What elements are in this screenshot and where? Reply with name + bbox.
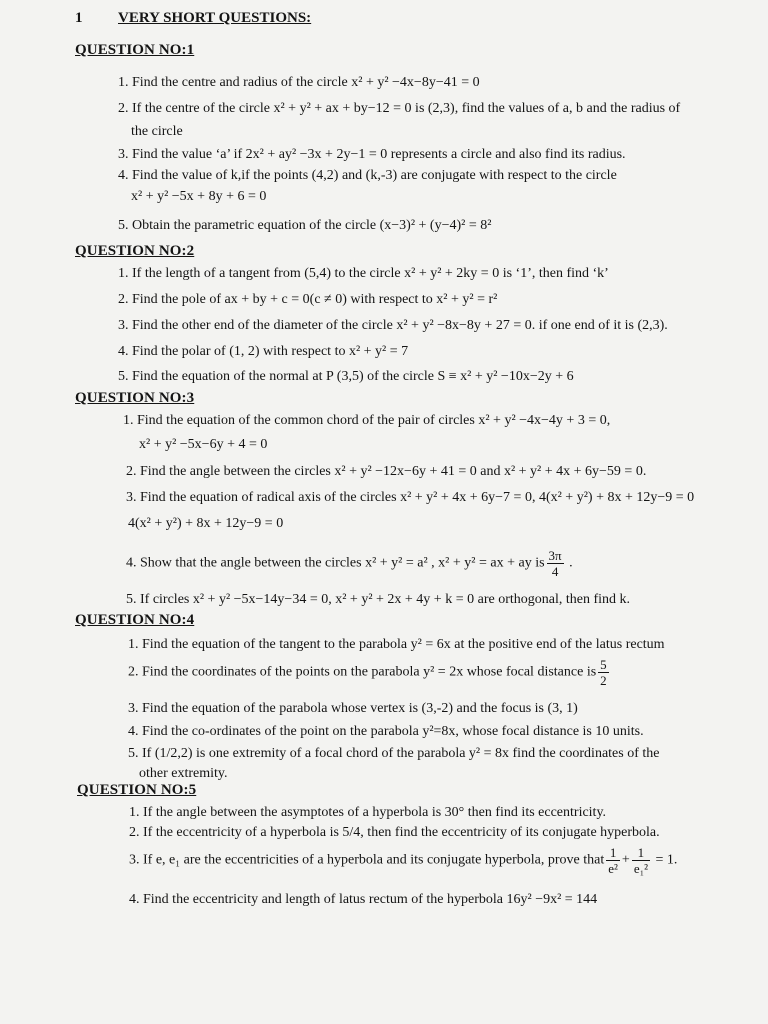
question-item-continuation: x² + y² −5x + 8y + 6 = 0 — [131, 189, 267, 204]
fraction — [598, 657, 609, 688]
fraction-denominator: 4 — [551, 564, 559, 579]
question-item: 3. Find the equation of the parabola whose vertex is (3,-2) and the focus is (3, 1) — [128, 701, 578, 716]
question-item: 5. Find the equation of the normal at P (3,5) of the circle S ≡ x² + y² −10x−2y + 6 — [118, 369, 574, 384]
question-text: 3. If e, e₁ are the eccentricities of a hyperbola and its conjugate hyperbola, prove that — [129, 852, 605, 868]
section-number: 1 — [75, 10, 83, 26]
question-heading: QUESTION NO:4 — [75, 612, 195, 628]
question-item: 2. If the eccentricity of a hyperbola is 5/4, then find the eccentricity of its conjugate hyperbola. — [129, 825, 660, 840]
question-item — [128, 657, 611, 688]
question-item: 2. Find the pole of ax + by + c = 0(c ≠ 0) with respect to x² + y² = r² — [118, 292, 498, 307]
question-item-continuation: other extremity. — [139, 766, 228, 781]
question-heading: QUESTION NO:3 — [75, 390, 195, 406]
question-item: 1. Find the centre and radius of the circle x² + y² −4x−8y−41 = 0 — [118, 75, 480, 90]
question-item: 3. Find the equation of radical axis of the circles x² + y² + 4x + 6y−7 = 0, 4(x² + y²) + 8x + 12y−9 = 0 — [126, 490, 695, 505]
question-item: 5. If (1/2,2) is one extremity of a focal chord of the parabola y² = 8x find the coordinates of the — [128, 746, 660, 761]
question-heading: QUESTION NO:2 — [75, 243, 195, 259]
question-item: 5. Obtain the parametric equation of the circle (x−3)² + (y−4)² = 8² — [118, 218, 492, 233]
question-item-continuation: 4(x² + y²) + 8x + 12y−9 = 0 — [128, 516, 284, 531]
question-item: 1. If the length of a tangent from (5,4) to the circle x² + y² + 2ky = 0 is ‘1’, then find ‘k’ — [118, 266, 609, 281]
question-item: 4. Find the eccentricity and length of latus rectum of the hyperbola 16y² −9x² = 144 — [129, 892, 598, 907]
question-heading: QUESTION NO:1 — [75, 42, 195, 58]
question-item: 2. If the centre of the circle x² + y² + ax + by−12 = 0 is (2,3), find the values of a, b and the radius of — [118, 101, 681, 116]
fraction-denominator: e₁² — [633, 861, 649, 876]
fraction-numerator: 3π — [548, 548, 562, 563]
section-header — [75, 10, 311, 27]
question-heading: QUESTION NO:5 — [77, 782, 197, 798]
question-item-continuation: x² + y² −5x−6y + 4 = 0 — [139, 437, 268, 452]
question-tail: = 1. — [652, 852, 678, 868]
question-item: 1. Find the equation of the tangent to the parabola y² = 6x at the positive end of the latus rectum — [128, 637, 665, 652]
question-item: 2. Find the angle between the circles x² + y² −12x−6y + 41 = 0 and x² + y² + 4x + 6y−59 = 0. — [126, 464, 647, 479]
question-item: 3. If e, e₁ are the eccentricities of a hyperbola and its conjugate hyperbola, prove that $\frac{1}{\text{e²}}$ + $\frac{1}{\text{e₁²}}$ = 1. — [129, 845, 678, 876]
question-item: 4. Find the polar of (1, 2) with respect to x² + y² = 7 — [118, 344, 409, 359]
question-item: 3. Find the value ‘a’ if 2x² + ay² −3x + 2y−1 = 0 represents a circle and also find its radius. — [118, 147, 626, 162]
fraction — [606, 845, 620, 876]
question-tail: . — [565, 555, 573, 571]
question-item: 5. If circles x² + y² −5x−14y−34 = 0, x² + y² + 2x + 4y + k = 0 are orthogonal, then find k. — [126, 592, 630, 607]
question-item: 1. Find the equation of the common chord of the pair of circles x² + y² −4x−4y + 3 = 0, — [123, 413, 611, 428]
fraction-numerator: 5 — [600, 657, 607, 672]
section-title: VERY SHORT QUESTIONS: — [118, 10, 312, 26]
fraction-numerator: 1 — [606, 845, 620, 861]
question-text: 2. Find the coordinates of the points on the parabola y² = 2x whose focal distance is — [128, 664, 597, 680]
question-item: 4. Find the value of k,if the points (4,2) and (k,-3) are conjugate with respect to the circle — [118, 168, 617, 183]
fraction — [547, 548, 564, 579]
question-item: 3. Find the other end of the diameter of the circle x² + y² −8x−8y + 27 = 0. if one end of it is (2,3). — [118, 318, 668, 333]
question-item — [126, 548, 573, 579]
fraction-denominator: 2 — [600, 673, 607, 688]
fraction-numerator: 1 — [632, 845, 650, 861]
question-text: 4. Show that the angle between the circles x² + y² = a² , x² + y² = ax + ay is — [126, 555, 545, 571]
fraction-denominator: e² — [608, 861, 618, 876]
question-item-continuation: the circle — [131, 124, 183, 139]
question-item: 1. If the angle between the asymptotes of a hyperbola is 30° then find its eccentricity. — [129, 805, 607, 820]
question-item: 4. Find the co-ordinates of the point on the parabola y²=8x, whose focal distance is 10 units. — [128, 724, 644, 739]
fraction — [632, 845, 650, 876]
